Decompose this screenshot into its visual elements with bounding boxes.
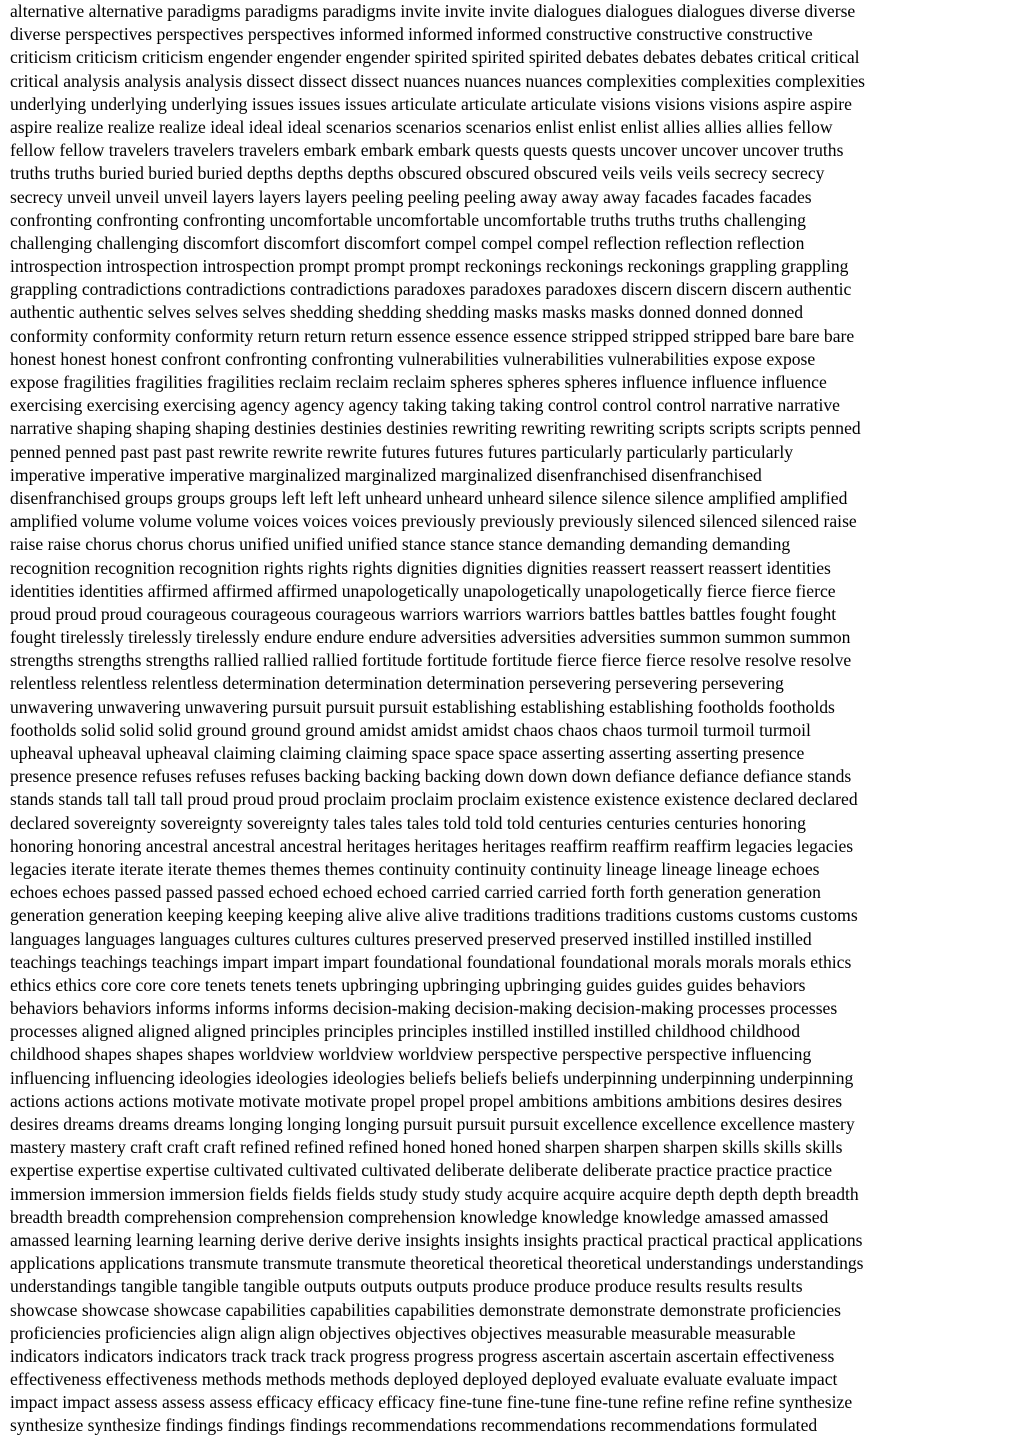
- text-line: recognition recognition recognition rights rights rights dignities dignities dignities reassert reassert reassert identities: [10, 557, 831, 578]
- text-line: fought tirelessly tirelessly tirelessly endure endure endure adversities adversities adversities summon summon summon: [10, 627, 851, 648]
- text-line: confronting confronting confronting uncomfortable uncomfortable uncomfortable truths truths truths challenging: [10, 209, 806, 230]
- text-line: grappling contradictions contradictions contradictions paradoxes paradoxes paradoxes discern discern discern authentic: [10, 279, 852, 300]
- text-line: criticism criticism criticism engender engender engender spirited spirited spirited debates debates debates critical critical: [10, 47, 860, 68]
- text-line: penned penned past past past rewrite rewrite rewrite futures futures futures particularly particularly particularly: [10, 441, 794, 462]
- text-line: imperative imperative imperative marginalized marginalized marginalized disenfranchised disenfranchised: [10, 464, 762, 485]
- text-line: breadth breadth comprehension comprehension comprehension knowledge knowledge knowledge amassed amassed: [10, 1206, 829, 1227]
- text-line: aspire realize realize realize ideal ideal ideal scenarios scenarios scenarios enlist enlist enlist allies allies allies fellow: [10, 116, 833, 137]
- text-line: strengths strengths strengths rallied rallied rallied fortitude fortitude fortitude fierce fierce fierce resolve resolve resolve: [10, 650, 852, 671]
- text-line: challenging challenging discomfort discomfort discomfort compel compel compel reflection reflection reflection: [10, 232, 805, 253]
- text-line: behaviors behaviors informs informs informs decision-making decision-making decision-making processes processes: [10, 998, 838, 1019]
- text-line: ethics ethics core core core tenets tenets tenets upbringing upbringing upbringing guides guides guides behaviors: [10, 974, 806, 995]
- text-line: stands stands tall tall tall proud proud proud proclaim proclaim proclaim existence existence existence declared declared: [10, 789, 858, 810]
- text-line: actions actions actions motivate motivate motivate propel propel propel ambitions ambitions ambitions desires desires: [10, 1090, 843, 1111]
- text-line: legacies iterate iterate iterate themes themes themes continuity continuity continuity lineage lineage lineage echoes: [10, 858, 820, 879]
- text-line: identities identities affirmed affirmed affirmed unapologetically unapologetically unapologetically fierce fierce fierce: [10, 580, 836, 601]
- text-line: upheaval upheaval upheaval claiming claiming claiming space space space asserting asserting asserting presence: [10, 743, 805, 763]
- text-line: fellow fellow travelers travelers travelers embark embark embark quests quests quests uncover uncover uncover truths: [10, 140, 844, 161]
- text-line: expertise expertise expertise cultivated cultivated cultivated deliberate deliberate deliberate practice practice practice: [10, 1160, 833, 1181]
- text-line: authentic authentic selves selves selves shedding shedding shedding masks masks masks donned donned donned: [10, 302, 804, 323]
- text-line: proud proud proud courageous courageous courageous warriors warriors warriors battles battles battles fought fought: [10, 603, 837, 624]
- text-line: relentless relentless relentless determination determination determination persevering persevering persevering: [10, 673, 784, 694]
- text-line: declared sovereignty sovereignty sovereignty tales tales tales told told told centuries centuries centuries honoring: [10, 812, 806, 833]
- text-line: conformity conformity conformity return return return essence essence essence stripped stripped stripped bare bare bare: [10, 325, 855, 346]
- text-line: amassed learning learning learning derive derive derive insights insights insights practical practical practical applications: [10, 1229, 863, 1250]
- text-line: impact impact assess assess assess efficacy efficacy efficacy fine-tune fine-tune fine-tune refine refine refine synthesize: [10, 1392, 853, 1413]
- text-line: proficiencies proficiencies align align align objectives objectives objectives measurable measurable measurable: [10, 1322, 796, 1343]
- text-line: exercising exercising exercising agency agency agency taking taking taking control control control narrative narrative: [10, 395, 840, 416]
- text-line: truths truths buried buried buried depths depths depths obscured obscured obscured veils veils veils secrecy secrecy: [10, 163, 825, 184]
- text-line: generation generation keeping keeping keeping alive alive alive traditions traditions traditions customs customs customs: [10, 905, 858, 926]
- text-line: languages languages languages cultures cultures cultures preserved preserved preserved instilled instilled instilled: [10, 928, 812, 949]
- text-line: amplified volume volume volume voices voices voices previously previously previously silenced silenced silenced raise: [10, 511, 857, 532]
- text-line: disenfranchised groups groups groups left left left unheard unheard unheard silence silence silence amplified amplified: [10, 487, 848, 508]
- text-line: footholds solid solid solid ground ground ground amidst amidst amidst chaos chaos chaos turmoil turmoil turmoil: [10, 719, 811, 740]
- text-line: introspection introspection introspection prompt prompt prompt reckonings reckonings reckonings grappling grappling: [10, 256, 849, 277]
- document-page: [10, 0, 1020, 1438]
- text-line: indicators indicators indicators track track track progress progress progress ascertain ascertain ascertain effectiveness: [10, 1345, 835, 1366]
- text-line: processes aligned aligned aligned principles principles principles instilled instilled instilled childhood childhood: [10, 1021, 801, 1042]
- text-line: underlying underlying underlying issues issues issues articulate articulate articulate visions visions visions aspire aspire: [10, 93, 852, 114]
- text-line: secrecy unveil unveil unveil layers layers layers peeling peeling peeling away away away facades facades facades: [10, 186, 812, 207]
- text-line: alternative alternative paradigms paradigms paradigms invite invite invite dialogues dialogues dialogues diverse diverse: [10, 1, 856, 21]
- text-line: diverse perspectives perspectives perspectives informed informed informed constructive constructive constructive: [10, 24, 813, 45]
- text-line: effectiveness effectiveness methods methods methods deployed deployed deployed evaluate evaluate evaluate impact: [10, 1369, 838, 1390]
- text-line: echoes echoes passed passed passed echoed echoed echoed carried carried carried forth forth generation generation: [10, 882, 821, 903]
- text-line: teachings teachings teachings impart impart impart foundational foundational foundational morals morals morals ethics: [10, 951, 852, 972]
- text-line: expose fragilities fragilities fragilities reclaim reclaim reclaim spheres spheres spheres influence influence influence: [10, 372, 827, 392]
- text-line: honoring honoring ancestral ancestral ancestral heritages heritages heritages reaffirm reaffirm reaffirm legacies legacies: [10, 835, 854, 856]
- text-line: critical analysis analysis analysis dissect dissect dissect nuances nuances nuances complexities complexities complexities: [10, 70, 866, 91]
- text-line: mastery mastery craft craft craft refined refined refined honed honed honed sharpen sharpen sharpen skills skills skills: [10, 1137, 843, 1158]
- text-line: raise raise chorus chorus chorus unified unified unified stance stance stance demanding demanding demanding: [10, 534, 791, 555]
- text-line: honest honest honest confront confronting confronting vulnerabilities vulnerabilities vulnerabilities expose expose: [10, 348, 816, 369]
- text-line: applications applications transmute transmute transmute theoretical theoretical theoretical understandings understandings: [10, 1253, 864, 1274]
- text-line: presence presence refuses refuses refuses backing backing backing down down down defiance defiance defiance stands: [10, 766, 852, 787]
- text-line: childhood shapes shapes shapes worldview worldview worldview perspective perspective perspective influencing: [10, 1044, 812, 1065]
- text-line: immersion immersion immersion fields fields fields study study study acquire acquire acquire depth depth depth breadth: [10, 1183, 859, 1204]
- text-line: synthesize synthesize findings findings findings recommendations recommendations recommendations formulated: [10, 1415, 818, 1436]
- text-line: understandings tangible tangible tangible outputs outputs outputs produce produce produce results results results: [10, 1276, 803, 1297]
- text-line: showcase showcase showcase capabilities capabilities capabilities demonstrate demonstrate demonstrate proficiencies: [10, 1299, 842, 1320]
- text-line: unwavering unwavering unwavering pursuit pursuit pursuit establishing establishing establishing footholds footholds: [10, 696, 835, 717]
- text-line: narrative shaping shaping shaping destinies destinies destinies rewriting rewriting rewriting scripts scripts scripts penned: [10, 418, 861, 439]
- text-line: desires dreams dreams dreams longing longing longing pursuit pursuit pursuit excellence excellence excellence mastery: [10, 1114, 855, 1134]
- text-line: influencing influencing ideologies ideologies ideologies beliefs beliefs beliefs underpinning underpinning underpinning: [10, 1067, 854, 1088]
